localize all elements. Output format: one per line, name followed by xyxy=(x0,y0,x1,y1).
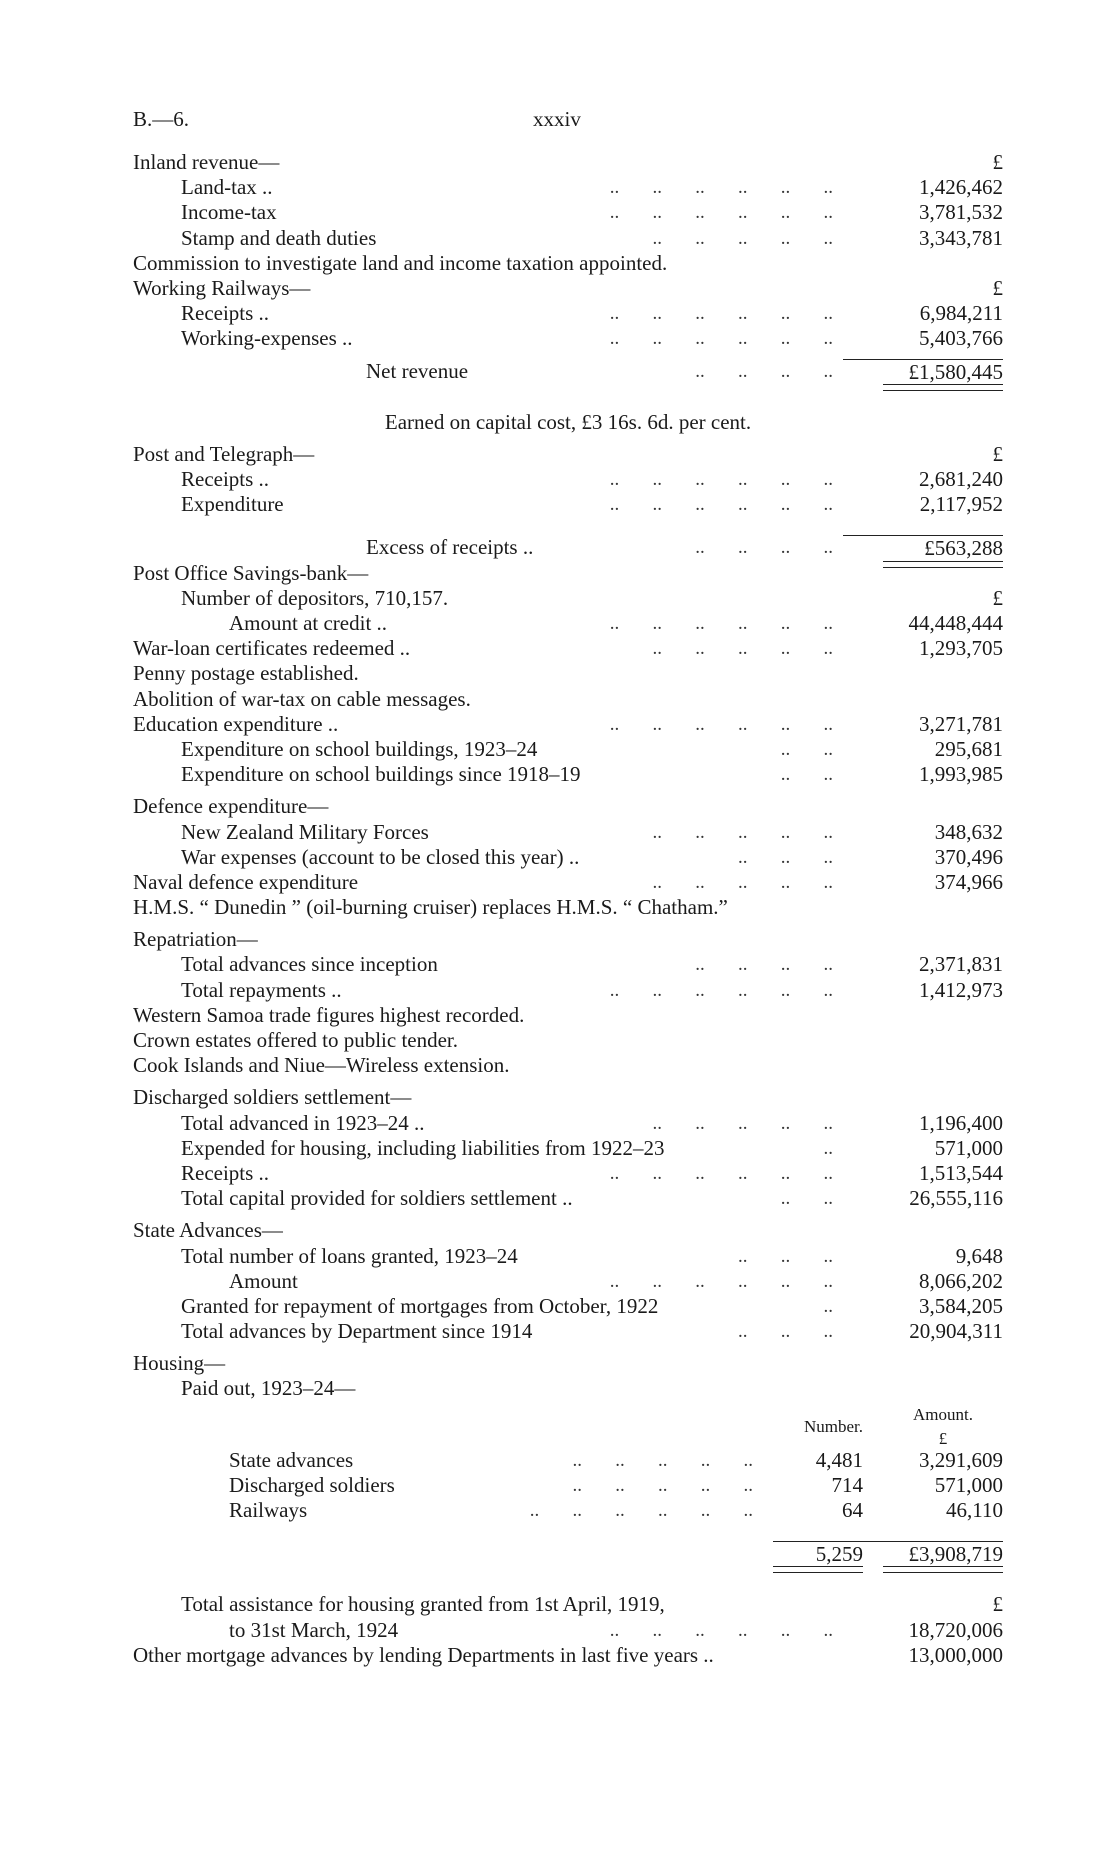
column-unit: £ xyxy=(938,1428,948,1448)
currency-unit: £ xyxy=(992,275,1003,300)
state-advances-heading-row xyxy=(133,1218,1003,1243)
note-row xyxy=(133,687,1003,712)
leader-dots: .. .. .. .. .. xyxy=(652,638,833,660)
note-row xyxy=(133,251,1003,276)
item-label: Expenditure xyxy=(181,492,284,517)
note-text: H.M.S. “ Dunedin ” (oil-burning cruiser) replaces H.M.S. “ Chatham.” xyxy=(133,895,728,920)
item-label: Amount at credit .. xyxy=(229,611,388,635)
list-item xyxy=(133,226,1003,251)
item-label: Total assistance for housing granted from 1st April, 1919, xyxy=(181,1592,665,1617)
note-row xyxy=(133,1028,1003,1053)
list-item xyxy=(133,467,1003,492)
savings-heading-row xyxy=(133,561,1003,586)
list-item xyxy=(133,952,1003,977)
leader-dots: .. .. .. xyxy=(738,846,833,868)
item-value: 348,632 xyxy=(934,819,1003,844)
leader-dots: .. .. .. .. .. xyxy=(652,821,833,843)
item-value: 374,966 xyxy=(934,869,1003,894)
list-item xyxy=(133,492,1003,517)
item-label: Total advances since inception xyxy=(181,952,438,977)
total-value: £563,288 xyxy=(843,535,1003,561)
column-number-header: Number. xyxy=(803,1416,863,1436)
list-item xyxy=(133,1186,1003,1211)
leader-dots: .. .. .. .. xyxy=(695,360,833,382)
table-total-row xyxy=(133,1541,1003,1566)
list-item xyxy=(133,1136,1003,1161)
table-cell-number: 4,481 xyxy=(815,1447,863,1472)
assistance-row-2 xyxy=(133,1618,1003,1643)
leader-dots: .. .. xyxy=(780,764,833,786)
item-value: 571,000 xyxy=(934,1135,1003,1160)
double-rule xyxy=(773,1566,863,1573)
list-item xyxy=(133,175,1003,200)
list-item xyxy=(133,1319,1003,1344)
leader-dots: .. .. .. .. .. .. xyxy=(609,328,833,350)
section-heading: State Advances— xyxy=(133,1218,283,1243)
list-item xyxy=(133,762,1003,787)
total-number: 5,259 xyxy=(773,1541,863,1567)
leader-dots: .. .. xyxy=(780,1188,833,1210)
note-row xyxy=(133,410,1003,435)
item-value: 26,555,116 xyxy=(909,1186,1003,1211)
note-text: Penny postage established. xyxy=(133,661,359,686)
total-row xyxy=(133,535,1003,560)
list-item xyxy=(133,1244,1003,1269)
item-value: 8,066,202 xyxy=(919,1268,1003,1293)
list-item xyxy=(133,1269,1003,1294)
total-label: Excess of receipts .. xyxy=(366,535,534,560)
leader-dots: .. .. .. .. .. xyxy=(572,1474,753,1496)
table-cell-amount: 46,110 xyxy=(946,1498,1003,1522)
item-value: 3,271,781 xyxy=(919,711,1003,736)
list-item xyxy=(133,1161,1003,1186)
item-label: Education expenditure .. xyxy=(133,711,339,736)
item-label: Total advanced in 1923–24 .. xyxy=(181,1110,425,1135)
item-value: 3,343,781 xyxy=(919,225,1003,250)
list-item xyxy=(133,301,1003,326)
section-heading: Working Railways— xyxy=(133,275,311,300)
list-item xyxy=(133,737,1003,762)
section-heading: Inland revenue— xyxy=(133,150,280,174)
note-text: Cook Islands and Niue—Wireless extension. xyxy=(133,1053,510,1078)
currency-unit: £ xyxy=(992,441,1003,466)
double-rule xyxy=(883,1566,1003,1573)
repatriation-heading-row xyxy=(133,927,1003,952)
note-text: Abolition of war-tax on cable messages. xyxy=(133,686,471,711)
total-label: Net revenue xyxy=(366,358,469,383)
list-item xyxy=(133,845,1003,870)
list-item xyxy=(133,611,1003,636)
item-label: Receipts .. xyxy=(181,1160,270,1185)
item-value: 20,904,311 xyxy=(909,1319,1003,1344)
item-label: Total repayments .. xyxy=(181,977,342,1002)
currency-unit: £ xyxy=(992,1592,1003,1617)
item-label: Other mortgage advances by lending Departments in last five years .. xyxy=(133,1642,714,1667)
column-headers xyxy=(133,1402,1003,1436)
note-text: Western Samoa trade figures highest recorded. xyxy=(133,1002,525,1027)
railways-heading-row xyxy=(133,276,1003,301)
item-label: Land-tax .. xyxy=(181,175,273,200)
leader-dots: .. .. .. .. .. .. xyxy=(609,1162,833,1184)
leader-dots: .. .. .. .. .. .. xyxy=(609,303,833,325)
section-heading: Housing— xyxy=(133,1351,226,1376)
item-value: 3,584,205 xyxy=(919,1293,1003,1318)
item-value: 295,681 xyxy=(934,736,1003,761)
table-cell-label: Discharged soldiers xyxy=(229,1472,395,1497)
leader-dots: .. .. .. .. .. xyxy=(652,871,833,893)
item-label: Stamp and death duties xyxy=(181,225,377,250)
currency-unit: £ xyxy=(992,150,1003,174)
document-reference: B.—6. xyxy=(133,107,190,131)
double-rule xyxy=(883,561,1003,568)
leader-dots: .. xyxy=(823,1137,833,1159)
list-item xyxy=(133,1643,1003,1668)
leader-dots: .. .. .. xyxy=(738,1245,833,1267)
item-value: 1,993,985 xyxy=(919,762,1003,787)
leader-dots: .. .. .. .. .. xyxy=(572,1449,753,1471)
table-cell-amount: 571,000 xyxy=(934,1472,1003,1497)
section-heading: Post and Telegraph— xyxy=(133,441,315,466)
table-row xyxy=(133,1473,1003,1498)
document-body xyxy=(133,150,1003,1668)
leader-dots: .. .. .. .. .. .. xyxy=(609,202,833,224)
table-row xyxy=(133,1498,1003,1523)
list-item xyxy=(133,712,1003,737)
item-value: 13,000,000 xyxy=(908,1642,1003,1667)
leader-dots: .. .. xyxy=(780,738,833,760)
housing-heading-row xyxy=(133,1351,1003,1376)
item-label: Receipts .. xyxy=(181,467,270,492)
leader-dots: .. .. .. .. .. xyxy=(652,227,833,249)
item-value: 2,681,240 xyxy=(919,467,1003,492)
list-item xyxy=(133,586,1003,611)
defence-heading-row xyxy=(133,794,1003,819)
item-label: Working-expenses .. xyxy=(181,326,353,351)
item-value: 18,720,006 xyxy=(908,1617,1003,1642)
leader-dots: .. .. .. .. .. .. xyxy=(609,494,833,516)
item-value: 1,293,705 xyxy=(919,636,1003,661)
section-heading: Defence expenditure— xyxy=(133,794,329,819)
list-item xyxy=(133,200,1003,225)
note-text: Earned on capital cost, £3 16s. 6d. per cent. xyxy=(384,409,752,434)
note-text: Crown estates offered to public tender. xyxy=(133,1028,459,1052)
item-label: Total advances by Department since 1914 xyxy=(181,1319,533,1344)
table-cell-label: State advances xyxy=(229,1447,354,1472)
section-heading: Post Office Savings-bank— xyxy=(133,560,369,585)
currency-unit: £ xyxy=(992,585,1003,610)
item-value: 44,448,444 xyxy=(908,611,1003,635)
leader-dots: .. .. .. .. .. .. xyxy=(609,613,833,634)
list-item xyxy=(133,636,1003,661)
leader-dots: .. .. .. .. .. .. xyxy=(609,469,833,491)
sub-heading: Paid out, 1923–24— xyxy=(181,1376,356,1401)
page-number: xxxiv xyxy=(533,107,581,131)
item-value: 9,648 xyxy=(955,1243,1003,1268)
leader-dots: .. .. .. .. xyxy=(695,537,833,559)
item-label: New Zealand Military Forces xyxy=(181,819,429,844)
item-value: 5,403,766 xyxy=(919,326,1003,351)
item-label: Income-tax xyxy=(181,200,277,225)
table-cell-number: 714 xyxy=(831,1472,863,1497)
item-value: 2,371,831 xyxy=(919,952,1003,977)
leader-dots: .. .. .. .. .. .. xyxy=(609,1619,833,1641)
column-unit-row xyxy=(133,1426,1003,1448)
item-label: Expended for housing, including liabilities from 1922–23 xyxy=(181,1135,665,1160)
leader-dots: .. .. .. .. .. .. xyxy=(529,1500,753,1521)
leader-dots: .. .. .. .. .. .. xyxy=(609,177,833,199)
item-label: Expenditure on school buildings since 1918–19 xyxy=(181,762,581,787)
item-label: War expenses (account to be closed this year) .. xyxy=(181,844,580,869)
post-heading-row xyxy=(133,442,1003,467)
housing-subheading-row xyxy=(133,1376,1003,1401)
leader-dots: .. .. .. .. .. .. xyxy=(609,1270,833,1292)
item-value: 370,496 xyxy=(934,844,1003,869)
note-text: Commission to investigate land and income taxation appointed. xyxy=(133,250,668,275)
section-heading: Repatriation— xyxy=(133,927,258,952)
list-item xyxy=(133,326,1003,351)
note-row xyxy=(133,1053,1003,1078)
list-item xyxy=(133,1111,1003,1136)
item-label: Naval defence expenditure xyxy=(133,869,359,894)
item-label: Total capital provided for soldiers settlement .. xyxy=(181,1186,573,1211)
section-heading: Discharged soldiers settlement— xyxy=(133,1085,412,1110)
item-value: 3,781,532 xyxy=(919,200,1003,225)
list-item xyxy=(133,1294,1003,1319)
soldiers-heading-row xyxy=(133,1085,1003,1110)
table-cell-label: Railways xyxy=(229,1498,308,1522)
item-label: Granted for repayment of mortgages from October, 1922 xyxy=(181,1293,659,1318)
list-item xyxy=(133,978,1003,1003)
leader-dots: .. .. .. xyxy=(738,1321,833,1343)
leader-dots: .. .. .. .. .. .. xyxy=(609,979,833,1001)
item-value: 6,984,211 xyxy=(919,301,1003,326)
double-rule xyxy=(883,384,1003,391)
table-cell-amount: 3,291,609 xyxy=(919,1447,1003,1472)
leader-dots: .. .. .. .. .. .. xyxy=(609,713,833,735)
item-label: Receipts .. xyxy=(181,301,270,326)
total-value: £1,580,445 xyxy=(843,359,1003,385)
item-value: 2,117,952 xyxy=(919,492,1003,517)
item-value: 1,196,400 xyxy=(919,1110,1003,1135)
item-value: 1,412,973 xyxy=(919,977,1003,1002)
table-row xyxy=(133,1448,1003,1473)
total-row xyxy=(133,359,1003,384)
inland-revenue-heading-row xyxy=(133,150,1003,175)
item-label: Amount xyxy=(229,1268,298,1293)
table-cell-number: 64 xyxy=(842,1498,863,1522)
item-label: Expenditure on school buildings, 1923–24 xyxy=(181,736,538,761)
page-header xyxy=(133,107,1003,137)
leader-dots: .. .. .. .. .. xyxy=(652,1112,833,1134)
assistance-row xyxy=(133,1592,1003,1617)
total-amount: £3,908,719 xyxy=(843,1541,1003,1567)
note-row xyxy=(133,1003,1003,1028)
item-label: Total number of loans granted, 1923–24 xyxy=(181,1243,518,1268)
item-value: 1,426,462 xyxy=(919,175,1003,200)
item-label: to 31st March, 1924 xyxy=(229,1617,399,1642)
item-value: 1,513,544 xyxy=(919,1160,1003,1185)
list-item xyxy=(133,820,1003,845)
leader-dots: .. xyxy=(823,1295,833,1317)
note-row xyxy=(133,895,1003,920)
item-label: War-loan certificates redeemed .. xyxy=(133,636,411,661)
note-row xyxy=(133,661,1003,686)
item-label: Number of depositors, 710,157. xyxy=(181,585,449,610)
leader-dots: .. .. .. .. xyxy=(695,954,833,976)
column-amount-header: Amount. xyxy=(913,1404,973,1424)
list-item xyxy=(133,870,1003,895)
